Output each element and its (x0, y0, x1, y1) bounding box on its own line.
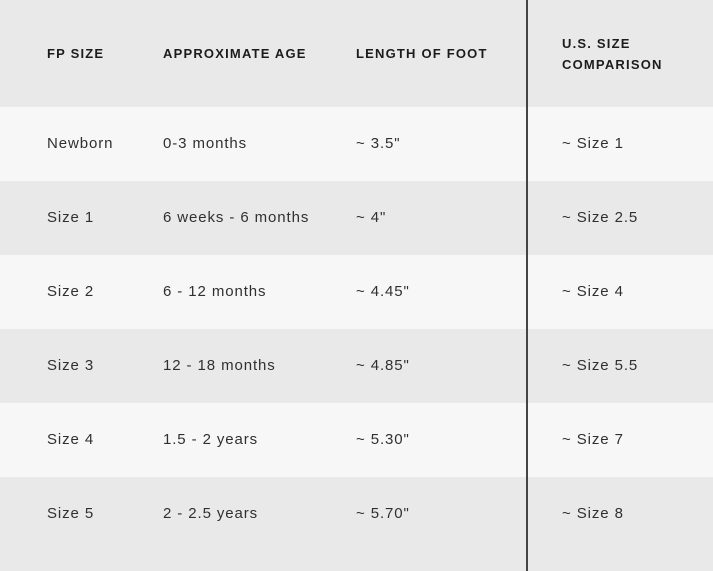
header-cell-length-of-foot: LENGTH OF FOOT (356, 46, 488, 61)
cell-approximate-age: 1.5 - 2 years (163, 431, 259, 448)
cell-us-size-comparison: ~ Size 4 (562, 283, 624, 300)
header-cell-fp-size: FP SIZE (47, 46, 105, 61)
table-row (0, 329, 713, 403)
table-row (0, 477, 713, 571)
table-row (0, 181, 713, 255)
cell-us-size-comparison: ~ Size 8 (562, 505, 624, 522)
header-cell-us-size-comparison (527, 33, 713, 75)
header-us-size-line2: COMPARISON (562, 56, 663, 72)
cell-length-of-foot: ~ 4" (356, 209, 387, 226)
column-divider-line (526, 0, 528, 571)
cell-length-of-foot: ~ 4.45" (356, 283, 410, 300)
table-row (0, 403, 713, 477)
cell-fp-size: Size 3 (47, 357, 95, 374)
cell-us-size-comparison: ~ Size 5.5 (562, 357, 639, 374)
table-row (0, 107, 713, 181)
cell-length-of-foot: ~ 4.85" (356, 357, 410, 374)
cell-us-size-comparison: ~ Size 2.5 (562, 209, 639, 226)
cell-us-size-comparison: ~ Size 7 (562, 431, 624, 448)
cell-length-of-foot: ~ 5.70" (356, 505, 410, 522)
cell-approximate-age: 6 - 12 months (163, 283, 267, 300)
header-us-size-line1: U.S. SIZE (562, 35, 631, 51)
cell-fp-size: Size 5 (47, 505, 95, 522)
header-cell-approximate-age: APPROXIMATE AGE (163, 46, 307, 61)
cell-fp-size: Size 1 (47, 209, 95, 226)
cell-approximate-age: 12 - 18 months (163, 357, 276, 374)
cell-approximate-age: 0-3 months (163, 135, 248, 152)
cell-approximate-age: 2 - 2.5 years (163, 505, 259, 522)
cell-fp-size: Newborn (47, 135, 114, 152)
cell-length-of-foot: ~ 3.5" (356, 135, 401, 152)
cell-approximate-age: 6 weeks - 6 months (163, 209, 310, 226)
cell-length-of-foot: ~ 5.30" (356, 431, 410, 448)
table-row (0, 255, 713, 329)
cell-fp-size: Size 4 (47, 431, 95, 448)
cell-fp-size: Size 2 (47, 283, 95, 300)
header-row (0, 0, 713, 107)
cell-us-size-comparison: ~ Size 1 (562, 135, 624, 152)
